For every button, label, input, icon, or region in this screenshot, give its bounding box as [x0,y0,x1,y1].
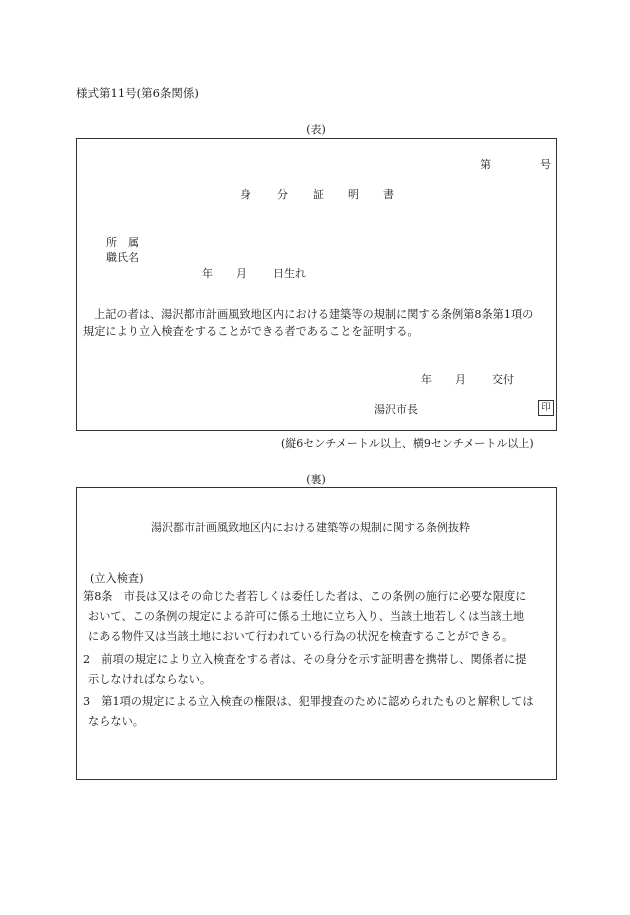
seal-stamp: 印 [538,400,554,416]
paragraph-3-line-2: ならない。 [88,715,144,728]
affiliation-label: 所 属 [106,236,139,249]
front-side-label: (表) [306,123,326,136]
size-note: (縦6センチメートル以上、横9センチメートル以上) [281,437,534,450]
number-suffix: 号 [540,158,551,171]
certificate-front-box [76,138,557,431]
certificate-title-char-5: 書 [383,188,394,201]
article-8-line-3: にある物件又は当該土地において行われている行為の状況を検査することができる。 [88,630,514,643]
article-8-line-1: 第8条 市長は又はその命じた者若しくは委任した者は、この条例の施行に必要な限度に [83,590,527,603]
birth-day-label: 日生れ [273,267,306,280]
issue-month-label: 月 [455,373,466,386]
number-prefix: 第 [480,158,491,171]
issue-label: 交付 [492,373,514,386]
back-side-label: (裏) [306,473,326,486]
certificate-title-char-3: 証 [313,188,324,201]
certificate-title-char-1: 身 [240,188,251,201]
issuer-name: 湯沢市長 [374,403,418,416]
birth-year-label: 年 [202,267,213,280]
section-heading: (立入検査) [90,572,144,585]
birth-month-label: 月 [236,267,247,280]
certification-text-line-1: 上記の者は、湯沢都市計画風致地区内における建築等の規制に関する条例第8条第1項の [94,308,534,321]
certificate-title-char-2: 分 [277,188,288,201]
name-label: 職氏名 [106,251,139,264]
ordinance-excerpt-title: 湯沢都市計画風致地区内における建築等の規制に関する条例抜粋 [151,521,470,534]
issue-year-label: 年 [421,373,432,386]
form-number-label: 様式第11号(第6条関係) [76,86,199,100]
paragraph-2-line-1: 2 前項の規定により立入検査をする者は、その身分を示す証明書を携帯し、関係者に提 [83,653,527,666]
article-8-line-2: おいて、この条例の規定による許可に係る土地に立ち入り、当該土地若しくは当該土地 [88,610,525,623]
certificate-title-char-4: 明 [348,188,359,201]
paragraph-2-line-2: 示しなければならない。 [88,673,212,686]
certification-text-line-2: 規定により立入検査をすることができる者であることを証明する。 [83,325,419,338]
paragraph-3-line-1: 3 第1項の規定による立入検査の権限は、犯罪捜査のために認められたものと解釈しては [83,695,534,708]
